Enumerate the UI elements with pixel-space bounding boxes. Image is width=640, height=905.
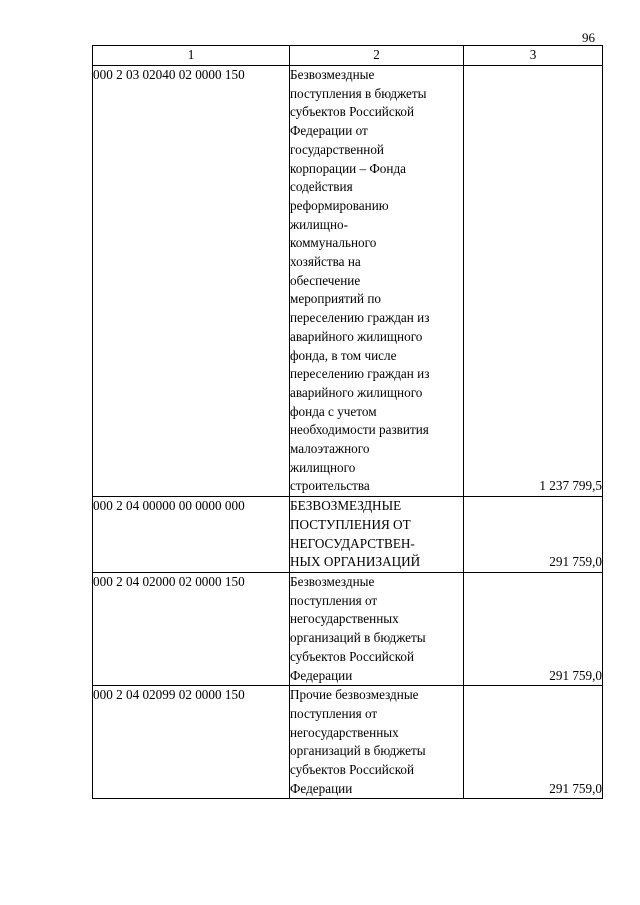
- revenue-name-line: субъектов Российской: [290, 762, 415, 778]
- revenue-name-cell: [290, 572, 464, 685]
- revenue-name-line: фонда с учетом: [290, 403, 377, 419]
- revenue-name-line: необходимости развития: [290, 422, 429, 438]
- revenue-name-line: поступления от: [290, 705, 378, 721]
- revenue-name-line: НЫХ ОРГАНИЗАЦИЙ: [290, 554, 421, 570]
- page-number: 96: [582, 30, 595, 45]
- amount-cell: 1 237 799,5: [464, 66, 603, 497]
- revenue-name-line: Федерации: [290, 780, 353, 796]
- table-body: [93, 66, 603, 799]
- revenue-name-line: Безвозмездные: [290, 573, 375, 589]
- revenue-name-line: фонда, в том числе: [290, 347, 397, 363]
- revenue-name-line: аварийного жилищного: [290, 384, 423, 400]
- revenue-name-line: обеспечение: [290, 272, 361, 288]
- revenue-name-line: корпорации – Фонда: [290, 160, 407, 176]
- budget-code-cell: 000 2 04 02000 02 0000 150: [93, 572, 290, 685]
- revenue-name-cell: [290, 66, 464, 497]
- revenue-name-line: государственной: [290, 141, 384, 157]
- table-header: [93, 46, 603, 66]
- revenue-name-line: Федерации: [290, 667, 353, 683]
- column-header-name: 2: [290, 46, 464, 66]
- revenue-name-line: организаций в бюджеты: [290, 743, 426, 759]
- table-row: [93, 66, 603, 497]
- table-row: [93, 572, 603, 685]
- table-header-row: [93, 46, 603, 66]
- revenue-name-line: негосударственных: [290, 611, 399, 627]
- revenue-name-line: переселению граждан из: [290, 310, 430, 326]
- revenue-name-line: Федерации от: [290, 123, 368, 139]
- revenue-name-cell: [290, 497, 464, 573]
- revenue-name-line: БЕЗВОЗМЕЗДНЫЕ: [290, 498, 402, 514]
- revenue-name-line: Безвозмездные: [290, 67, 375, 82]
- amount-cell: 291 759,0: [464, 686, 603, 799]
- column-header-amount: 3: [464, 46, 603, 66]
- revenue-name-cell: [290, 686, 464, 799]
- budget-code-cell: 000 2 04 00000 00 0000 000: [93, 497, 290, 573]
- amount-cell: 291 759,0: [464, 497, 603, 573]
- revenue-name-line: мероприятий по: [290, 291, 381, 307]
- amount-cell: 291 759,0: [464, 572, 603, 685]
- revenue-name-line: НЕГОСУДАРСТВЕН-: [290, 535, 415, 551]
- budget-revenue-table: [92, 45, 603, 799]
- table-row: [93, 497, 603, 573]
- revenue-name-line: аварийного жилищного: [290, 328, 423, 344]
- column-header-code: 1: [93, 46, 290, 66]
- revenue-name-line: поступления от: [290, 592, 378, 608]
- revenue-name-line: негосударственных: [290, 724, 399, 740]
- revenue-name-line: переселению граждан из: [290, 366, 430, 382]
- revenue-name-line: субъектов Российской: [290, 104, 415, 120]
- budget-code-cell: 000 2 04 02099 02 0000 150: [93, 686, 290, 799]
- budget-code-cell: 000 2 03 02040 02 0000 150: [93, 66, 290, 497]
- revenue-name-line: хозяйства на: [290, 254, 361, 270]
- table-row: [93, 686, 603, 799]
- revenue-name-line: содействия: [290, 179, 353, 195]
- revenue-name-line: реформированию: [290, 197, 389, 213]
- revenue-name-line: малоэтажного: [290, 441, 370, 457]
- revenue-name-line: жилищно-: [290, 216, 349, 232]
- revenue-name-line: поступления в бюджеты: [290, 85, 427, 101]
- revenue-name-line: организаций в бюджеты: [290, 630, 426, 646]
- revenue-name-line: ПОСТУПЛЕНИЯ ОТ: [290, 516, 411, 532]
- revenue-name-line: строительства: [290, 478, 370, 494]
- revenue-name-line: коммунального: [290, 235, 377, 251]
- revenue-name-line: Прочие безвозмездные: [290, 687, 419, 703]
- revenue-name-line: жилищного: [290, 459, 356, 475]
- revenue-name-line: субъектов Российской: [290, 648, 415, 664]
